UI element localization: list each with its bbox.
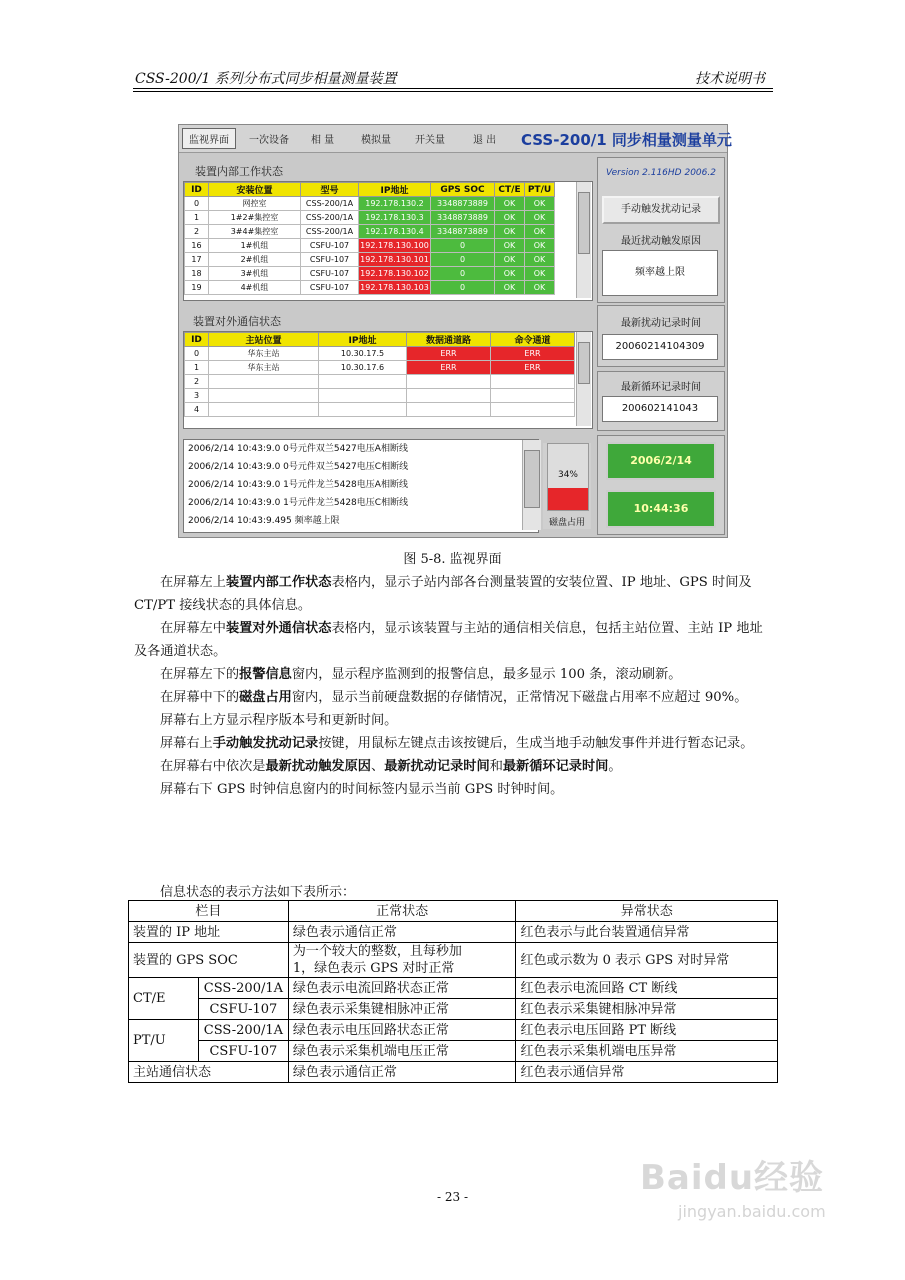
bold-term: 装置内部工作状态 [225, 575, 332, 590]
cell-id: 4 [185, 403, 209, 417]
text-run: 在屏幕右中依次是 [160, 759, 266, 774]
cell-ip: 192.178.130.2 [359, 197, 431, 211]
table-cell: 绿色表示采集机端电压正常 [288, 1041, 516, 1062]
latest-cycle-value: 200602141043 [602, 396, 718, 422]
cell-data [407, 403, 491, 417]
bold-term: 磁盘占用 [239, 690, 292, 705]
cell-model: CSFU-107 [301, 253, 359, 267]
cell-pt: OK [525, 225, 555, 239]
log-line: 2006/2/14 10:43:9.0 0号元件双兰5427电压C相断线 [188, 462, 409, 472]
paragraph [134, 686, 774, 709]
text-run: 表格内，显示该装置与主站的通信相关信息，包括主站位置、主站 IP 地址及各通道状态。 [134, 621, 763, 659]
cell-pt: OK [525, 239, 555, 253]
text-run: 和 [489, 759, 503, 774]
text-run: 在屏幕中下的 [160, 690, 240, 705]
cell-soc: 0 [431, 281, 495, 295]
text-run: 按键，用鼠标左键点击该按键后，生成当地手动触发事件并进行暂态记录。 [318, 736, 754, 751]
bold-term: 最新扰动记录时间 [384, 759, 490, 774]
cell-id: 3 [185, 389, 209, 403]
cell-id: 2 [185, 375, 209, 389]
table-cell [288, 943, 516, 978]
cell-ip: 10.30.17.5 [319, 347, 407, 361]
cell-soc: 0 [431, 239, 495, 253]
cell-soc: 0 [431, 267, 495, 281]
cell-model: CSS-200/1A [301, 225, 359, 239]
internal-status-table [184, 182, 555, 295]
table-cell: 绿色表示电压回路状态正常 [288, 1020, 516, 1041]
cell-pt: OK [525, 281, 555, 295]
table-row[interactable] [185, 403, 575, 417]
paragraph [134, 571, 774, 617]
column-header: IP地址 [359, 183, 431, 197]
table-cell: 红色表示电流回路 CT 断线 [516, 978, 778, 999]
log-line: 2006/2/14 10:43:9.0 1号元件龙兰5428电压C相断线 [188, 498, 409, 508]
text-run: 窗内，显示当前硬盘数据的存储情况，正常情况下磁盘占用率不应超过 90%。 [291, 690, 748, 705]
bold-term: 最新扰动触发原因 [265, 759, 371, 774]
menu-primary-equipment[interactable]: 一次设备 [249, 135, 289, 146]
text-run: 屏幕右上方显示程序版本号和更新时间。 [160, 713, 398, 728]
cell-loc: 2#机组 [209, 253, 301, 267]
external-comm-table-box [183, 331, 593, 429]
table-cell: 红色表示通信异常 [516, 1062, 778, 1083]
cell-model: CSFU-107 [301, 239, 359, 253]
log-line: 2006/2/14 10:43:9.0 1号元件龙兰5428电压A相断线 [188, 480, 408, 490]
table-cell: PT/U [129, 1020, 199, 1062]
header-doc-type: 技术说明书 [695, 71, 765, 87]
disk-usage-percent: 34% [557, 470, 578, 480]
cell-ct: OK [495, 197, 525, 211]
latest-record-panel [597, 305, 725, 367]
table-cell: 绿色表示通信正常 [288, 1062, 516, 1083]
bold-term: 最新循环记录时间 [502, 759, 609, 774]
manual-trigger-button[interactable]: 手动触发扰动记录 [602, 196, 720, 224]
table-row[interactable] [185, 389, 575, 403]
app-brand: CSS-200/1 同步相量测量单元 [521, 131, 732, 149]
menu-analog[interactable]: 模拟量 [361, 135, 391, 146]
internal-status-table-box [183, 181, 593, 301]
info-status-table [128, 900, 778, 1083]
table-row [129, 1020, 778, 1041]
disk-usage-track [547, 443, 589, 511]
bold-term: 装置对外通信状态 [225, 621, 332, 636]
text-run: 屏幕右上 [160, 736, 213, 751]
cell-soc: 3348873889 [431, 197, 495, 211]
table-header: 栏目 [129, 901, 289, 922]
table-cell: 绿色表示电流回路状态正常 [288, 978, 516, 999]
cell-line: 1，绿色表示 GPS 对时正常 [292, 961, 455, 976]
cell-cmd [491, 375, 575, 389]
header-doc-title: CSS-200/1 系列分布式同步相量测量装置 [135, 71, 397, 87]
latest-cause-label: 最近扰动触发原因 [621, 236, 701, 247]
text-run: 窗内，显示程序监测到的报警信息，最多显示 100 条，滚动刷新。 [291, 667, 682, 682]
cell-ct: OK [495, 225, 525, 239]
menu-bar [179, 125, 732, 153]
internal-table-scrollbar[interactable] [576, 182, 591, 298]
text-run: 表格内，显示子站内部各台测量装置的安装位置、IP 地址、GPS 时间及 CT/PT 接线状态的具体信息。 [134, 575, 752, 613]
gps-time: 10:44:36 [606, 490, 716, 528]
table-row[interactable] [185, 375, 575, 389]
table-cell: 红色表示采集机端电压异常 [516, 1041, 778, 1062]
cell-ip: 192.178.130.100 [359, 239, 431, 253]
table-header: 正常状态 [288, 901, 516, 922]
table-row[interactable] [185, 281, 555, 295]
latest-cause-value: 频率越上限 [602, 250, 718, 296]
table-row[interactable] [185, 211, 555, 225]
column-header: 型号 [301, 183, 359, 197]
cell-loc: 4#机组 [209, 281, 301, 295]
table-row[interactable] [185, 225, 555, 239]
cell-cmd: ERR [491, 361, 575, 375]
cell-id: 1 [185, 361, 209, 375]
alarm-log [183, 439, 539, 533]
table-row [129, 999, 778, 1020]
table-cell: 装置的 GPS SOC [129, 943, 289, 978]
watermark-url: jingyan.baidu.com [678, 1202, 826, 1221]
paragraph: 屏幕右下 GPS 时钟信息窗内的时间标签内显示当前 GPS 时钟时间。 [160, 782, 564, 797]
table-cell: CSFU-107 [198, 1041, 288, 1062]
info-table-lead: 信息状态的表示方法如下表所示： [160, 885, 356, 900]
external-table-scrollbar[interactable] [576, 332, 591, 426]
text-run: 在屏幕左中 [160, 621, 226, 636]
table-header: 异常状态 [516, 901, 778, 922]
column-header: CT/E [495, 183, 525, 197]
menu-switch[interactable]: 开关量 [415, 135, 445, 146]
latest-record-label: 最新扰动记录时间 [621, 318, 701, 329]
cell-loc: 3#4#集控室 [209, 225, 301, 239]
cell-loc [209, 375, 319, 389]
cell-model: CSFU-107 [301, 281, 359, 295]
table-cell: CSFU-107 [198, 999, 288, 1020]
disk-usage-panel [543, 443, 591, 529]
disk-usage-fill [548, 488, 588, 510]
table-row[interactable] [185, 361, 575, 375]
cell-ct: OK [495, 211, 525, 225]
bold-term: 手动触发扰动记录 [212, 736, 319, 751]
column-header: PT/U [525, 183, 555, 197]
column-header: 命令通道 [491, 333, 575, 347]
table-cell: CSS-200/1A [198, 1020, 288, 1041]
header-rule-2 [133, 91, 773, 92]
latest-cycle-panel [597, 371, 725, 431]
cell-ct: OK [495, 281, 525, 295]
external-table-scroll-thumb[interactable] [578, 342, 590, 384]
gps-date: 2006/2/14 [606, 442, 716, 480]
paragraph [134, 732, 774, 755]
column-header: ID [185, 333, 209, 347]
page-number: - 23 - [436, 1190, 468, 1204]
latest-cycle-label: 最新循环记录时间 [621, 382, 701, 393]
cell-model: CSFU-107 [301, 267, 359, 281]
watermark-logo: Baidu经验 [640, 1158, 825, 1198]
table-cell: 红色表示电压回路 PT 断线 [516, 1020, 778, 1041]
cell-ct: OK [495, 267, 525, 281]
cell-soc: 0 [431, 253, 495, 267]
cell-data [407, 375, 491, 389]
gps-clock-panel [597, 435, 725, 535]
column-header: GPS SOC [431, 183, 495, 197]
alarm-log-scrollbar[interactable] [522, 440, 541, 530]
table-cell: 红色或示数为 0 表示 GPS 对时异常 [516, 943, 778, 978]
cell-data: ERR [407, 347, 491, 361]
menu-monitor[interactable]: 监视界面 [182, 128, 236, 149]
cell-soc: 3348873889 [431, 211, 495, 225]
column-header: 安装位置 [209, 183, 301, 197]
table-cell: CSS-200/1A [198, 978, 288, 999]
log-line: 2006/2/14 10:43:9.495 频率越上限 [188, 516, 340, 526]
cell-loc: 华东主站 [209, 347, 319, 361]
table-row [129, 1062, 778, 1083]
log-line: 2006/2/14 10:43:9.0 0号元件双兰5427电压A相断线 [188, 444, 408, 454]
cell-id: 1 [185, 211, 209, 225]
cell-id: 2 [185, 225, 209, 239]
cell-data [407, 389, 491, 403]
cell-model: CSS-200/1A [301, 197, 359, 211]
cell-ip: 192.178.130.3 [359, 211, 431, 225]
column-header: 主站位置 [209, 333, 319, 347]
cell-loc [209, 403, 319, 417]
version-text: Version 2.116HD 2006.2 [606, 168, 716, 178]
latest-record-value: 20060214104309 [602, 334, 718, 360]
cell-ip: 192.178.130.101 [359, 253, 431, 267]
table-row[interactable] [185, 347, 575, 361]
cell-loc: 1#机组 [209, 239, 301, 253]
cell-pt: OK [525, 253, 555, 267]
cell-ip: 192.178.130.102 [359, 267, 431, 281]
table-cell: 绿色表示采集键相脉冲正常 [288, 999, 516, 1020]
table-cell: 装置的 IP 地址 [129, 922, 289, 943]
cell-ct: OK [495, 253, 525, 267]
cell-ip [319, 389, 407, 403]
body-text [134, 571, 774, 801]
cell-id: 0 [185, 197, 209, 211]
table-row[interactable] [185, 267, 555, 281]
cell-ip: 192.178.130.103 [359, 281, 431, 295]
paragraph [134, 617, 774, 663]
table-row [129, 978, 778, 999]
table-row [129, 943, 778, 978]
text-run: 。 [608, 759, 622, 774]
alarm-log-scroll-thumb[interactable] [524, 450, 540, 508]
cell-ip: 192.178.130.4 [359, 225, 431, 239]
column-header: IP地址 [319, 333, 407, 347]
paragraph [134, 663, 774, 686]
cell-cmd [491, 389, 575, 403]
cell-pt: OK [525, 197, 555, 211]
cell-loc: 1#2#集控室 [209, 211, 301, 225]
table-row [129, 901, 778, 922]
cell-loc: 3#机组 [209, 267, 301, 281]
table-row [129, 922, 778, 943]
disk-usage-label: 磁盘占用 [548, 518, 585, 528]
cell-ip [319, 375, 407, 389]
cell-loc [209, 389, 319, 403]
bold-term: 报警信息 [239, 667, 292, 682]
cell-pt: OK [525, 267, 555, 281]
cell-loc: 华东主站 [209, 361, 319, 375]
table-cell: 绿色表示通信正常 [288, 922, 516, 943]
text-run: 在屏幕左上 [160, 575, 226, 590]
table-row [129, 1041, 778, 1062]
cell-pt: OK [525, 211, 555, 225]
cell-cmd [491, 403, 575, 417]
table-row[interactable] [185, 239, 555, 253]
cell-id: 16 [185, 239, 209, 253]
paragraph [134, 755, 774, 778]
cell-cmd: ERR [491, 347, 575, 361]
text-run: 、 [371, 759, 385, 774]
table-row[interactable] [185, 197, 555, 211]
table-cell: CT/E [129, 978, 199, 1020]
cell-ip: 10.30.17.6 [319, 361, 407, 375]
text-run: 在屏幕左下的 [160, 667, 240, 682]
cell-ct: OK [495, 239, 525, 253]
menu-exit[interactable]: 退 出 [473, 135, 497, 146]
monitor-screenshot [178, 124, 732, 538]
column-header: 数据通道路 [407, 333, 491, 347]
table-cell: 主站通信状态 [129, 1062, 289, 1083]
table-row[interactable] [185, 253, 555, 267]
menu-phasor[interactable]: 相 量 [311, 135, 335, 146]
cell-id: 19 [185, 281, 209, 295]
internal-status-title: 装置内部工作状态 [195, 165, 283, 178]
cell-data: ERR [407, 361, 491, 375]
paragraph [134, 709, 774, 732]
table-cell: 红色表示采集键相脉冲异常 [516, 999, 778, 1020]
figure-caption: 图 5-8. 监视界面 [403, 552, 502, 567]
version-panel [597, 157, 725, 303]
cell-id: 17 [185, 253, 209, 267]
cell-id: 0 [185, 347, 209, 361]
table-cell: 红色表示与此台装置通信异常 [516, 922, 778, 943]
cell-model: CSS-200/1A [301, 211, 359, 225]
external-comm-table [184, 332, 575, 417]
cell-soc: 3348873889 [431, 225, 495, 239]
header-rule [133, 88, 773, 89]
cell-line: 为一个较大的整数，且每秒加 [292, 944, 462, 959]
cell-id: 18 [185, 267, 209, 281]
column-header: ID [185, 183, 209, 197]
external-comm-title: 装置对外通信状态 [193, 315, 281, 328]
cell-loc: 网控室 [209, 197, 301, 211]
internal-table-scroll-thumb[interactable] [578, 192, 590, 254]
cell-ip [319, 403, 407, 417]
